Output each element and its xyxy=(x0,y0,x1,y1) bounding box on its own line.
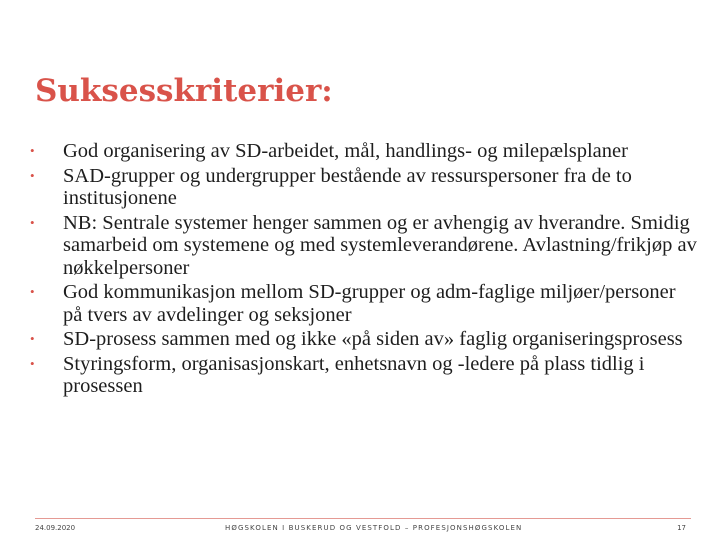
bullet-item xyxy=(30,212,700,280)
bullet-text: SD-prosess sammen med og ikke «på siden av» faglig organiseringsprosess xyxy=(63,328,683,350)
bullet-marker: • xyxy=(30,214,35,230)
footer-organization: HØGSKOLEN I BUSKERUD OG VESTFOLD – PROFESJONSHØGSKOLEN xyxy=(225,524,523,532)
bullet-marker: • xyxy=(30,167,35,183)
bullet-item xyxy=(30,140,700,163)
bullet-text: God organisering av SD-arbeidet, mål, handlings- og milepælsplaner xyxy=(63,140,628,162)
bullet-marker: • xyxy=(30,143,35,158)
bullet-text: Styringsform, organisasjonskart, enhetsnavn og -ledere på plass tidlig i prosessen xyxy=(63,352,645,397)
bullet-item xyxy=(30,281,700,326)
bullet-item xyxy=(30,328,700,351)
footer-divider xyxy=(35,518,691,519)
bullet-marker: • xyxy=(30,284,35,299)
bullet-item xyxy=(30,353,700,398)
bullet-marker: • xyxy=(30,355,35,371)
bullet-list xyxy=(30,140,700,400)
bullet-text: God kommunikasjon mellom SD-grupper og adm-faglige miljøer/personer på tvers av avdelinger og seksjoner xyxy=(63,281,676,326)
page-number: 17 xyxy=(677,524,686,532)
bullet-marker: • xyxy=(30,331,35,346)
bullet-text: NB: Sentrale systemer henger sammen og er avhengig av hverandre. Smidig samarbeid om systemene og med systemleverandørene. Avlastning/frikjøp av nøkkelpersoner xyxy=(63,211,697,279)
bullet-item xyxy=(30,165,700,210)
bullet-text: SAD-grupper og undergrupper bestående av ressurspersoner fra de to institusjonene xyxy=(63,164,632,209)
footer-date: 24.09.2020 xyxy=(35,524,76,532)
slide-title: Suksesskriterier: xyxy=(35,73,333,109)
